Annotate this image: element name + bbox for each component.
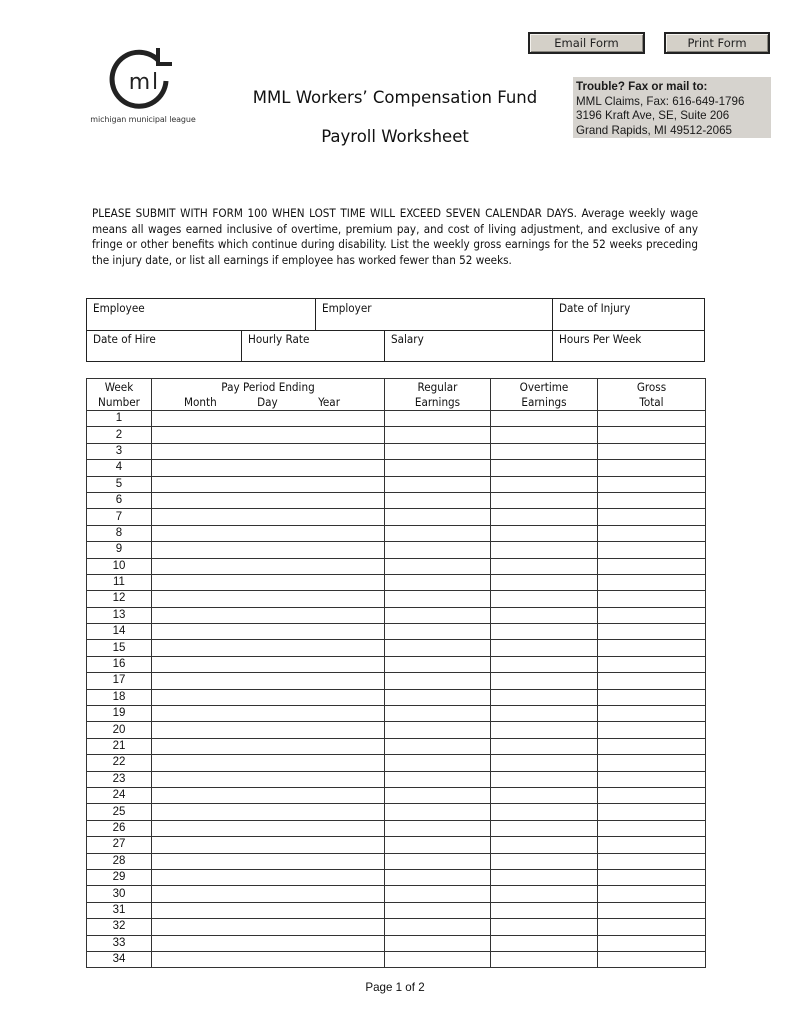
week-number-cell: 4 [87,460,152,476]
regular-earnings-cell[interactable] [385,837,491,853]
overtime-earnings-cell[interactable] [491,886,598,902]
week-number-cell: 34 [87,951,152,967]
week-number-header [87,379,152,411]
payroll-table [86,378,706,968]
overtime-earnings-cell[interactable] [491,935,598,951]
regular-earnings-cell[interactable] [385,886,491,902]
table-row [87,525,706,541]
week-number-cell: 11 [87,574,152,590]
date-of-hire-label: Date of Hire [93,332,156,346]
regular-earnings-cell[interactable] [385,689,491,705]
week-number-cell: 31 [87,902,152,918]
regular-earnings-cell[interactable] [385,919,491,935]
gross-total-cell[interactable] [598,951,706,967]
gross-total-cell[interactable] [598,787,706,803]
hourly-rate-label: Hourly Rate [248,332,310,346]
week-header-line-2: Number [98,394,140,409]
week-number-cell: 17 [87,673,152,689]
regular-earnings-cell[interactable] [385,804,491,820]
overtime-earnings-cell[interactable] [491,804,598,820]
employee-info-box [86,298,705,362]
overtime-earnings-cell[interactable] [491,755,598,771]
table-row [87,492,706,508]
week-number-cell: 8 [87,525,152,541]
regular-earnings-cell[interactable] [385,771,491,787]
week-number-cell: 33 [87,935,152,951]
regular-earnings-cell[interactable] [385,755,491,771]
overtime-earnings-cell[interactable] [491,558,598,574]
table-row [87,902,706,918]
pay-period-ending-cell[interactable] [152,886,385,902]
week-number-cell: 6 [87,492,152,508]
table-row [87,787,706,803]
contact-line-2: 3196 Kraft Ave, SE, Suite 206 [576,109,730,122]
overtime-earnings-cell[interactable] [491,706,598,722]
pay-period-ending-cell[interactable] [152,624,385,640]
week-number-cell: 3 [87,443,152,459]
week-number-cell: 23 [87,771,152,787]
week-number-cell: 29 [87,869,152,885]
week-number-cell: 24 [87,787,152,803]
gross-total-cell[interactable] [598,919,706,935]
pay-period-ending-cell[interactable] [152,722,385,738]
pay-period-label: Pay Period Ending [221,379,315,394]
gross-total-cell[interactable] [598,935,706,951]
pay-period-ending-cell[interactable] [152,427,385,443]
employer-field[interactable] [316,299,552,330]
gross-total-cell[interactable] [598,443,706,459]
table-row [87,804,706,820]
overtime-earnings-cell[interactable] [491,443,598,459]
table-row [87,460,706,476]
week-number-cell: 32 [87,919,152,935]
hours-per-week-field[interactable] [553,330,705,361]
gross-total-header [598,379,706,411]
overtime-earnings-cell[interactable] [491,509,598,525]
gross-total-cell[interactable] [598,411,706,427]
month-subheader: Month [184,394,217,409]
pay-period-ending-cell[interactable] [152,820,385,836]
employee-field[interactable] [87,299,315,330]
date-of-injury-label: Date of Injury [559,301,631,315]
week-number-cell: 26 [87,820,152,836]
instructions-text: PLEASE SUBMIT WITH FORM 100 WHEN LOST TIME WILL EXCEED SEVEN CALENDAR DAYS. Average weekly wage means all wages earned inclusive of overtime, premium pay, and cost of living adjustment, and exclusive of any fringe or other benefits which continue during disability. List the weekly gross earnings for the 52 weeks preceding the injury date, or list all earnings if employee has worked fewer than 52 weeks. [92,206,698,267]
gross-total-cell[interactable] [598,574,706,590]
form-title: MML Workers’ Compensation Fund [252,88,538,107]
regular-earnings-cell[interactable] [385,574,491,590]
overtime-earnings-cell[interactable] [491,689,598,705]
employee-label: Employee [93,301,145,315]
employee-info-row-2 [87,330,704,361]
table-row [87,738,706,754]
pay-period-ending-cell[interactable] [152,411,385,427]
svg-text:l: l [151,70,159,95]
gross-total-cell[interactable] [598,706,706,722]
gross-header-line-1: Gross [636,379,667,394]
week-number-cell: 18 [87,689,152,705]
pay-period-ending-cell[interactable] [152,492,385,508]
pay-period-ending-cell[interactable] [152,902,385,918]
salary-label: Salary [391,332,424,346]
day-subheader: Day [257,394,278,409]
pay-period-ending-cell[interactable] [152,755,385,771]
pay-period-ending-cell[interactable] [152,558,385,574]
table-row [87,591,706,607]
overtime-earnings-cell[interactable] [491,919,598,935]
contact-info-box [573,77,771,138]
overtime-earnings-cell[interactable] [491,951,598,967]
gross-total-cell[interactable] [598,869,706,885]
regular-earnings-cell[interactable] [385,476,491,492]
pay-period-ending-cell[interactable] [152,919,385,935]
week-number-cell: 15 [87,640,152,656]
payroll-header-row [87,379,706,411]
year-subheader: Year [318,394,340,409]
gross-total-cell[interactable] [598,624,706,640]
gross-total-cell[interactable] [598,542,706,558]
week-number-cell: 12 [87,591,152,607]
pay-period-ending-cell[interactable] [152,706,385,722]
pay-period-ending-header [152,379,385,411]
overtime-earnings-header [491,379,598,411]
logo-caption: michigan municipal league [90,115,196,124]
regular-earnings-cell[interactable] [385,935,491,951]
week-number-cell: 30 [87,886,152,902]
gross-total-cell[interactable] [598,820,706,836]
regular-earnings-cell[interactable] [385,427,491,443]
svg-text:m: m [128,70,150,95]
gross-total-cell[interactable] [598,673,706,689]
overtime-earnings-cell[interactable] [491,591,598,607]
overtime-earnings-cell[interactable] [491,460,598,476]
overtime-earnings-cell[interactable] [491,411,598,427]
overtime-earnings-cell[interactable] [491,902,598,918]
gross-total-cell[interactable] [598,722,706,738]
overtime-header-line-1: Overtime [519,379,569,394]
table-row [87,640,706,656]
table-row [87,771,706,787]
pay-period-ending-cell[interactable] [152,460,385,476]
gross-total-cell[interactable] [598,738,706,754]
table-row [87,755,706,771]
week-number-cell: 9 [87,542,152,558]
week-header-line-1: Week [104,379,134,394]
overtime-earnings-cell[interactable] [491,476,598,492]
overtime-earnings-cell[interactable] [491,869,598,885]
week-number-cell: 2 [87,427,152,443]
pay-period-ending-cell[interactable] [152,443,385,459]
pay-period-ending-cell[interactable] [152,837,385,853]
regular-earnings-cell[interactable] [385,525,491,541]
overtime-header-line-2: Earnings [521,394,567,409]
week-number-cell: 14 [87,624,152,640]
table-row [87,656,706,672]
overtime-earnings-cell[interactable] [491,738,598,754]
overtime-earnings-cell[interactable] [491,427,598,443]
regular-earnings-cell[interactable] [385,492,491,508]
pay-period-ending-cell[interactable] [152,951,385,967]
regular-earnings-cell[interactable] [385,443,491,459]
overtime-earnings-cell[interactable] [491,574,598,590]
pay-period-ending-cell[interactable] [152,738,385,754]
regular-earnings-cell[interactable] [385,411,491,427]
gross-header-line-2: Total [639,394,664,409]
regular-earnings-cell[interactable] [385,460,491,476]
table-row [87,673,706,689]
overtime-earnings-cell[interactable] [491,837,598,853]
pay-period-subheaders [152,395,384,410]
regular-earnings-cell[interactable] [385,640,491,656]
gross-total-cell[interactable] [598,853,706,869]
overtime-earnings-cell[interactable] [491,525,598,541]
regular-earnings-cell[interactable] [385,509,491,525]
gross-total-cell[interactable] [598,591,706,607]
contact-line-1: MML Claims, Fax: 616-649-1796 [576,94,745,108]
week-number-cell: 10 [87,558,152,574]
regular-earnings-cell[interactable] [385,607,491,623]
week-number-cell: 22 [87,755,152,771]
gross-total-cell[interactable] [598,902,706,918]
table-row [87,607,706,623]
pay-period-ending-cell[interactable] [152,869,385,885]
overtime-earnings-cell[interactable] [491,542,598,558]
week-number-cell: 1 [87,411,152,427]
gross-total-cell[interactable] [598,525,706,541]
table-row [87,722,706,738]
page-indicator: Page 1 of 2 [365,981,425,994]
regular-header-line-2: Earnings [414,394,461,409]
table-row [87,837,706,853]
gross-total-cell[interactable] [598,656,706,672]
table-row [87,853,706,869]
form-subtitle: Payroll Worksheet [321,127,469,146]
table-row [87,689,706,705]
regular-earnings-cell[interactable] [385,722,491,738]
table-row [87,509,706,525]
mml-logo [108,44,178,114]
overtime-earnings-cell[interactable] [491,853,598,869]
regular-earnings-cell[interactable] [385,542,491,558]
pay-period-ending-cell[interactable] [152,591,385,607]
table-row [87,919,706,935]
pay-period-ending-cell[interactable] [152,607,385,623]
table-row [87,935,706,951]
gross-total-cell[interactable] [598,460,706,476]
regular-earnings-cell[interactable] [385,902,491,918]
table-row [87,624,706,640]
week-number-cell: 13 [87,607,152,623]
regular-header-line-1: Regular [417,379,458,394]
pay-period-ending-cell[interactable] [152,771,385,787]
gross-total-cell[interactable] [598,558,706,574]
gross-total-cell[interactable] [598,607,706,623]
mml-logo-icon [108,44,178,114]
gross-total-cell[interactable] [598,771,706,787]
pay-period-ending-cell[interactable] [152,509,385,525]
pay-period-ending-cell[interactable] [152,476,385,492]
gross-total-cell[interactable] [598,886,706,902]
regular-earnings-cell[interactable] [385,673,491,689]
regular-earnings-cell[interactable] [385,853,491,869]
pay-period-ending-cell[interactable] [152,935,385,951]
gross-total-cell[interactable] [598,804,706,820]
regular-earnings-header [385,379,491,411]
pay-period-ending-cell[interactable] [152,689,385,705]
week-number-cell: 20 [87,722,152,738]
pay-period-ending-cell[interactable] [152,656,385,672]
overtime-earnings-cell[interactable] [491,673,598,689]
regular-earnings-cell[interactable] [385,820,491,836]
week-number-cell: 27 [87,837,152,853]
date-of-hire-field[interactable] [87,330,241,361]
table-row [87,542,706,558]
regular-earnings-cell[interactable] [385,624,491,640]
week-number-cell: 5 [87,476,152,492]
regular-earnings-cell[interactable] [385,869,491,885]
table-row [87,476,706,492]
employee-info-row-1 [87,299,704,331]
table-row [87,951,706,967]
gross-total-cell[interactable] [598,427,706,443]
pay-period-ending-cell[interactable] [152,804,385,820]
email-form-button[interactable]: Email Form [528,32,645,54]
employer-label: Employer [322,301,372,315]
pay-period-ending-cell[interactable] [152,787,385,803]
pay-period-ending-cell[interactable] [152,853,385,869]
week-number-cell: 25 [87,804,152,820]
table-row [87,411,706,427]
week-number-cell: 16 [87,656,152,672]
pay-period-ending-cell[interactable] [152,673,385,689]
print-form-button[interactable]: Print Form [664,32,770,54]
table-row [87,574,706,590]
payroll-body [87,411,706,968]
gross-total-cell[interactable] [598,476,706,492]
table-row [87,427,706,443]
contact-line-3: Grand Rapids, MI 49512-2065 [576,123,732,137]
pay-period-ending-cell[interactable] [152,574,385,590]
week-number-cell: 28 [87,853,152,869]
overtime-earnings-cell[interactable] [491,820,598,836]
week-number-cell: 19 [87,706,152,722]
overtime-earnings-cell[interactable] [491,624,598,640]
overtime-earnings-cell[interactable] [491,640,598,656]
hours-per-week-label: Hours Per Week [559,332,642,346]
regular-earnings-cell[interactable] [385,706,491,722]
overtime-earnings-cell[interactable] [491,787,598,803]
hourly-rate-field[interactable] [242,330,384,361]
pay-period-ending-cell[interactable] [152,640,385,656]
gross-total-cell[interactable] [598,640,706,656]
overtime-earnings-cell[interactable] [491,722,598,738]
overtime-earnings-cell[interactable] [491,607,598,623]
table-row [87,443,706,459]
regular-earnings-cell[interactable] [385,951,491,967]
gross-total-cell[interactable] [598,755,706,771]
date-of-injury-field[interactable] [553,299,705,330]
table-row [87,869,706,885]
regular-earnings-cell[interactable] [385,591,491,607]
overtime-earnings-cell[interactable] [491,492,598,508]
regular-earnings-cell[interactable] [385,558,491,574]
pay-period-ending-cell[interactable] [152,542,385,558]
overtime-earnings-cell[interactable] [491,656,598,672]
table-row [87,558,706,574]
regular-earnings-cell[interactable] [385,656,491,672]
salary-field[interactable] [385,330,552,361]
overtime-earnings-cell[interactable] [491,771,598,787]
gross-total-cell[interactable] [598,509,706,525]
gross-total-cell[interactable] [598,837,706,853]
contact-heading: Trouble? Fax or mail to: [576,80,708,93]
table-row [87,706,706,722]
week-number-cell: 7 [87,509,152,525]
table-row [87,820,706,836]
pay-period-ending-cell[interactable] [152,525,385,541]
regular-earnings-cell[interactable] [385,738,491,754]
week-number-cell: 21 [87,738,152,754]
gross-total-cell[interactable] [598,492,706,508]
table-row [87,886,706,902]
regular-earnings-cell[interactable] [385,787,491,803]
gross-total-cell[interactable] [598,689,706,705]
